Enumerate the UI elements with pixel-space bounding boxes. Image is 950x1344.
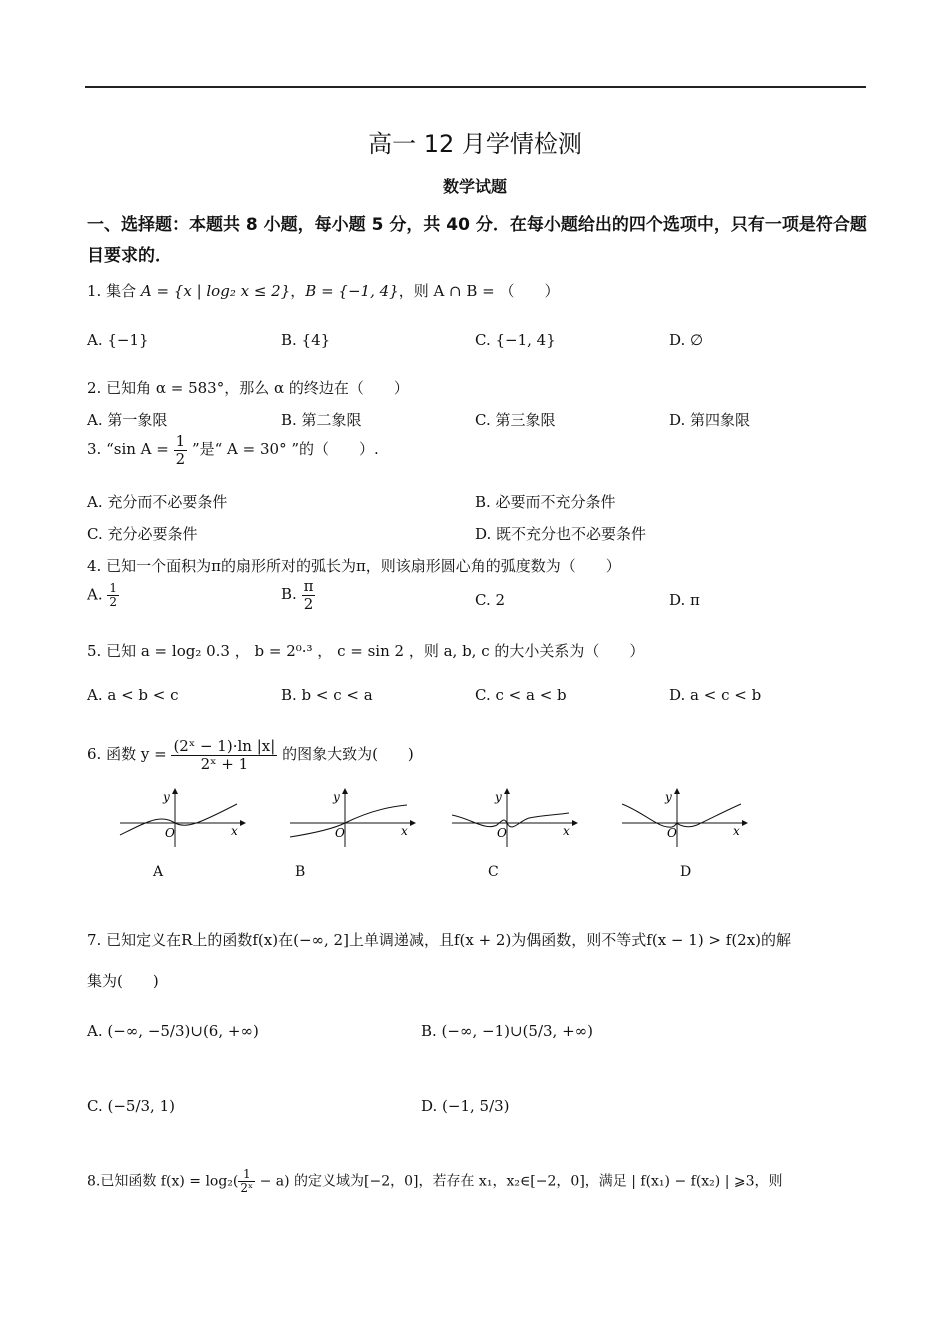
question-2-option-a: A. 第一象限 [87,411,168,429]
axis-x-label: x [733,824,740,838]
question-4-option-c: C. 2 [475,591,506,609]
question-3-option-b: B. 必要而不充分条件 [475,493,616,511]
graph-label-c: C [488,864,499,880]
section-heading: 一、选择题：本题共 8 小题，每小题 5 分，共 40 分．在每小题给出的四个选项中，只有一项是符合题目要求的． [87,215,867,266]
page-subtitle: 数学试题 [442,177,507,196]
question-3-option-d: D. 既不充分也不必要条件 [475,525,647,543]
question-7-stem-line1: 7. 已知定义在R上的函数f(x)在(−∞, 2]上单调递减，且f(x + 2)为偶函数，则不等式f(x − 1) > f(2x)的解 [87,931,792,949]
question-4-option-d: D. π [669,591,700,609]
axis-x-label: x [401,824,408,838]
question-4-option-b: B. $\frac{\pi}{2}$ [281,577,314,613]
header-rule [85,86,866,88]
question-5-option-d: D. a < c < b [669,686,762,704]
question-7-option-d: D. (−1, 5/3) [421,1097,510,1115]
question-1-option-c: C. {−1, 4} [475,331,556,349]
axis-y-label: y [495,790,502,804]
question-7-option-c: C. (−5/3, 1) [87,1097,175,1115]
origin-label: O [165,826,175,840]
question-6-stem: 6. 函数 y = $\frac{\text{(2ˣ − 1)·ln |x|}}{\text{2ˣ + 1}}$ 的图象大致为( ) [87,737,414,773]
question-7-stem-line2: 集为( ) [87,972,159,990]
fraction: $\frac{\pi}{2}$ [303,577,314,613]
axis-x-label: x [563,824,570,838]
question-5-option-c: C. c < a < b [475,686,567,704]
question-1-option-b: B. {4} [281,331,331,349]
fraction: $\frac{1}{\text{2ˣ}}$ [240,1167,254,1196]
graph-label-d: D [680,864,692,880]
question-3-stem: 3. “sin A = $\frac{1}{2}$ ”是“ A = 30° ”的（ ）. [87,432,379,468]
graph-c [447,785,582,850]
question-5-stem: 5. 已知 a = log₂ 0.3 ， b = 2⁰·³ ， c = sin 2 ，则 a, b, c 的大小关系为（ ） [87,642,645,660]
question-1-stem: 1. 集合 A = {x | log₂ x ≤ 2}，B = {−1, 4}，则 A ∩ B = （ ） [87,282,560,300]
axis-x-label: x [231,824,238,838]
question-2-option-c: C. 第三象限 [475,411,556,429]
graph-d [617,785,752,850]
question-4-option-a: A. $\frac{1}{2}$ [87,581,118,610]
graph-label-b: B [295,864,306,880]
question-3-option-a: A. 充分而不必要条件 [87,493,228,511]
fraction: $\frac{1}{2}$ [109,581,118,610]
question-5-option-a: A. a < b < c [87,686,179,704]
question-5-option-b: B. b < c < a [281,686,373,704]
question-7-option-a: A. (−∞, −5/3)∪(6, +∞) [87,1022,259,1040]
question-2-option-b: B. 第二象限 [281,411,362,429]
origin-label: O [667,826,677,840]
axis-y-label: y [333,790,340,804]
axis-y-label: y [163,790,170,804]
question-7-option-b: B. (−∞, −1)∪(5/3, +∞) [421,1022,593,1040]
question-1-option-d: D. ∅ [669,331,704,349]
axis-y-label: y [665,790,672,804]
page-title: 高一 12 月学情检测 [368,130,582,158]
graph-label-a: A [153,864,164,880]
question-4-stem: 4. 已知一个面积为π的扇形所对的弧长为π，则该扇形圆心角的弧度数为（ ） [87,557,621,575]
fraction: $\frac{1}{2}$ [175,432,186,468]
fraction: $\frac{\text{(2ˣ − 1)·ln |x|}}{\text{2ˣ + 1}}$ [173,737,276,773]
question-2-option-d: D. 第四象限 [669,411,751,429]
question-3-option-c: C. 充分必要条件 [87,525,198,543]
graph-a [115,785,250,850]
question-1-option-a: A. {−1} [87,331,149,349]
question-8-stem: 8.已知函数 f(x) = log₂( $\frac{1}{\text{2ˣ}}$ − a) 的定义域为[−2，0]，若存在 x₁，x₂∈[−2，0]，满足 | f(x₁) − f(x₂) | ⩾3，则 [87,1167,783,1196]
question-2-stem: 2. 已知角 α = 583°，那么 α 的终边在（ ） [87,379,409,397]
origin-label: O [497,826,507,840]
graph-b [285,785,420,850]
origin-label: O [335,826,345,840]
